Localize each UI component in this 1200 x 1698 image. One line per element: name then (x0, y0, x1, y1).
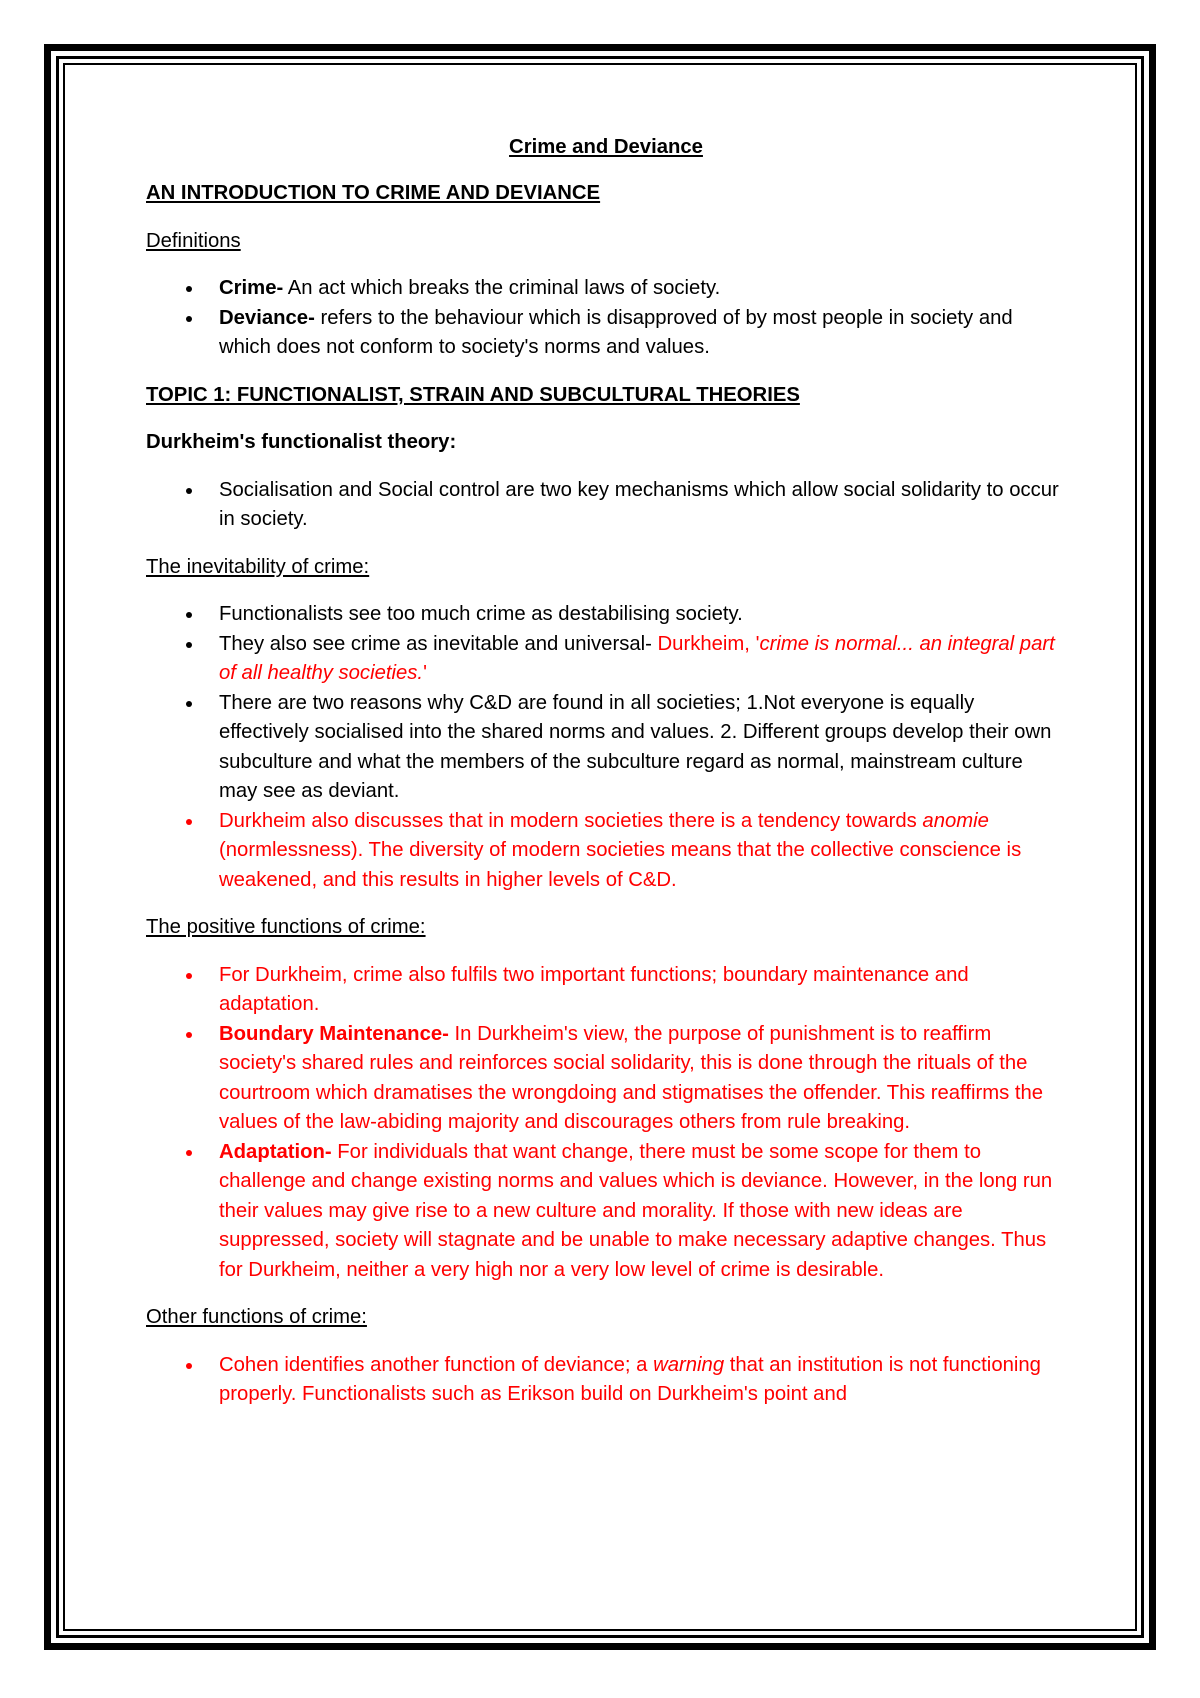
inevitability-list (146, 600, 1066, 895)
list-item-text: In Durkheim's view, the purpose of punishment is to reaffirm society's shared rules and reinforces social solidarity, this is done through the rituals of the courtroom which dramatises the wrongdoing and stigmatises the offender. This reaffirms the values of the law-abiding majority and discourages others from rule breaking. (219, 1022, 1044, 1133)
list-item (146, 600, 1066, 630)
list-item (146, 304, 1066, 363)
other-functions-heading: Other functions of crime: (146, 1306, 367, 1328)
list-item (146, 961, 1066, 1020)
other-functions-list (146, 1351, 1066, 1410)
list-item-text: For individuals that want change, there must be some scope for them to challenge and change existing norms and values which is deviance. However, in the long run their values may give rise to a new culture and morality. If those with new ideas are suppressed, society will stagnate and be unable to make necessary adaptive changes. Thus for Durkheim, neither a very high nor a very low level of crime is desirable. (219, 1140, 1053, 1281)
inevitability-heading: The inevitability of crime: (146, 555, 370, 578)
list-item-text: Cohen identifies another function of deviance; a (219, 1353, 654, 1376)
bold-term: Boundary Maintenance- (219, 1022, 449, 1045)
quote-text: Durkheim, ' (657, 632, 760, 655)
list-item (146, 274, 1066, 304)
list-item-text: Durkheim also discusses that in modern societies there is a tendency towards (219, 809, 923, 832)
italic-term: anomie (922, 809, 989, 832)
list-item-text: Functionalists see too much crime as destabilising society. (219, 603, 743, 625)
definition-text-crime: An act which breaks the criminal laws of society. (283, 277, 721, 299)
positive-functions-heading: The positive functions of crime: (146, 916, 426, 938)
document-body (146, 136, 1066, 1428)
italic-term: warning (653, 1353, 725, 1376)
definitions-heading: Definitions (146, 229, 241, 252)
list-item (146, 630, 1066, 689)
definition-text-deviance: refers to the behaviour which is disapproved of by most people in society and which does not conform to society's norms and values. (219, 306, 1013, 358)
topic1-heading: TOPIC 1: FUNCTIONALIST, STRAIN AND SUBCULTURAL THEORIES (146, 383, 800, 406)
positive-functions-list (146, 961, 1066, 1286)
quote-italic-text: crime is normal... an integral part of all healthy societies. (219, 632, 1055, 684)
list-item-text: They also see crime as inevitable and universal- (219, 632, 658, 655)
durkheim-heading: Durkheim's functionalist theory: (146, 431, 457, 453)
list-item (146, 1351, 1066, 1410)
list-item (146, 1020, 1066, 1138)
list-item (146, 689, 1066, 807)
list-item-text: For Durkheim, crime also fulfils two important functions; boundary maintenance and adaptation. (219, 963, 969, 1015)
list-item-text: Socialisation and Social control are two key mechanisms which allow social solidarity to occur in society. (219, 478, 1059, 530)
document-title: Crime and Deviance (509, 136, 703, 158)
definition-term-deviance: Deviance- (219, 306, 315, 329)
quote-end: ' (423, 662, 427, 684)
intro-heading: AN INTRODUCTION TO CRIME AND DEVIANCE (146, 182, 601, 204)
definitions-list (146, 274, 1066, 363)
durkheim-list (146, 476, 1066, 535)
bold-term: Adaptation- (219, 1140, 332, 1163)
definition-term-crime: Crime- (219, 277, 284, 299)
list-item-text: There are two reasons why C&D are found in all societies; 1.Not everyone is equally effectively socialised into the shared norms and values. 2. Different groups develop their own subculture and what the members of the subculture regard as normal, mainstream culture may see as deviant. (219, 691, 1052, 802)
list-item (146, 807, 1066, 896)
list-item (146, 1138, 1066, 1286)
list-item (146, 476, 1066, 535)
list-item-text: that an institution is not functioning properly. Functionalists such as Erikson build on Durkheim's point and (219, 1353, 1041, 1405)
list-item-text: (normlessness). The diversity of modern societies means that the collective conscience is weakened, and this results in higher levels of C&D. (219, 839, 1022, 891)
